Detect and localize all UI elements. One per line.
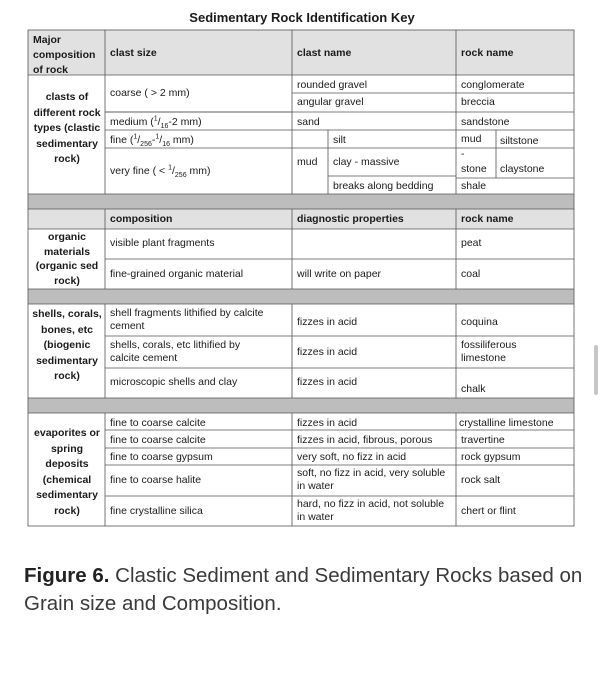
chemical-row2-diagnostic: fizzes in acid, fibrous, porous	[297, 434, 433, 446]
chemical-row1-rock: crystalline limestone	[459, 417, 554, 429]
chemical-row2-rock: travertine	[461, 434, 505, 446]
clast-name-breaks-along-bedding: breaks along bedding	[333, 180, 434, 192]
figure-caption	[24, 562, 584, 618]
separator-band-3	[28, 398, 574, 413]
rock-name-breccia: breccia	[461, 96, 495, 108]
caption-label: Figure 6.	[24, 564, 110, 587]
biogenic-row1-composition: shell fragments lithified by calcite cement	[110, 307, 264, 332]
clast-name-silt: silt	[333, 134, 346, 146]
header-clast-name: clast name	[297, 47, 352, 59]
rock-name-claystone: claystone	[500, 163, 545, 175]
group-label-clastic: clasts of different rock types (clastic sedimentary rock)	[33, 91, 101, 165]
chemical-row3-composition: fine to coarse gypsum	[110, 451, 213, 463]
chemical-row2-composition: fine to coarse calcite	[110, 434, 206, 446]
biogenic-row3-rock: chalk	[461, 383, 486, 395]
organic-row1-rock: peat	[461, 237, 482, 249]
clast-size-fine: fine ($^1/_{256}-^1/_{16}$ mm)	[110, 133, 194, 149]
table-title: Sedimentary Rock Identification Key	[189, 10, 415, 25]
biogenic-row2-rock: fossiliferous limestone	[461, 339, 517, 364]
clast-size-very-fine: very fine ( < $^1/_{256}$ mm)	[110, 164, 211, 180]
separator-band-2	[28, 289, 574, 304]
rock-name-mudstone-top: mud	[461, 133, 482, 145]
rock-name-mudstone-bottom: stone	[461, 163, 487, 175]
chemical-row3-diagnostic: very soft, no fizz in acid	[297, 451, 407, 463]
rock-name-shale: shale	[461, 180, 487, 192]
chemical-row5-composition: fine crystalline silica	[110, 505, 203, 517]
clast-name-clay-massive: clay - massive	[333, 156, 400, 168]
organic-row2-diagnostic: will write on paper	[297, 268, 382, 280]
subheader-composition: composition	[110, 213, 173, 225]
organic-row2-composition: fine-grained organic material	[110, 268, 244, 280]
chemical-row1-diagnostic: fizzes in acid	[297, 417, 358, 429]
chemical-row1-composition: fine to coarse calcite	[110, 417, 206, 429]
biogenic-row1-rock: coquina	[461, 316, 498, 328]
clast-name-mud: mud	[297, 156, 318, 168]
chemical-row4-diagnostic: soft, no fizz in acid, very soluble in water	[297, 467, 446, 492]
clast-size-coarse: coarse ( > 2 mm)	[110, 87, 190, 99]
chemical-row4-composition: fine to coarse halite	[110, 474, 202, 486]
rock-name-siltstone: siltstone	[500, 135, 539, 147]
subheader-rock-name: rock name	[461, 213, 514, 225]
header-clast-size: clast size	[110, 47, 157, 59]
caption-text: Clastic Sediment and Sedimentary Rocks based on Grain size and Composition.	[24, 564, 583, 615]
group-label-chemical: evaporites or spring deposits (chemical sedimentary rock)	[34, 427, 100, 517]
biogenic-row3-composition: microscopic shells and clay	[110, 376, 238, 388]
organic-row1-composition: visible plant fragments	[110, 237, 215, 249]
clast-size-medium: medium ($^1/_{16}-2$ mm)	[110, 115, 202, 131]
chemical-row3-rock: rock gypsum	[461, 451, 521, 463]
clast-name-angular-gravel: angular gravel	[297, 96, 364, 108]
group-label-biogenic: shells, corals, bones, etc (biogenic sedimentary rock)	[32, 308, 102, 382]
rock-name-mudstone-dash: -	[461, 148, 465, 160]
chemical-row5-rock: chert or flint	[461, 505, 516, 517]
group-label-organic: organic materials (organic sed rock)	[35, 231, 99, 287]
clast-name-sand: sand	[297, 116, 320, 128]
organic-row2-rock: coal	[461, 268, 481, 280]
biogenic-row2-diagnostic: fizzes in acid	[297, 346, 358, 358]
biogenic-row1-diagnostic: fizzes in acid	[297, 316, 358, 328]
header-major-composition: Major composition of rock	[33, 34, 96, 76]
header-rock-name: rock name	[461, 47, 514, 59]
separator-band-1	[28, 194, 574, 209]
rock-name-sandstone: sandstone	[461, 116, 510, 128]
biogenic-row2-composition: shells, corals, etc lithified by calcite cement	[110, 339, 241, 364]
chemical-row4-rock: rock salt	[461, 474, 501, 486]
chemical-row5-diagnostic: hard, no fizz in acid, not soluble in water	[297, 498, 445, 523]
subheader-diagnostic: diagnostic properties	[297, 213, 404, 225]
rock-name-conglomerate: conglomerate	[461, 79, 525, 91]
biogenic-row3-diagnostic: fizzes in acid	[297, 376, 358, 388]
scrollbar[interactable]	[594, 345, 598, 395]
clast-name-rounded-gravel: rounded gravel	[297, 79, 368, 91]
